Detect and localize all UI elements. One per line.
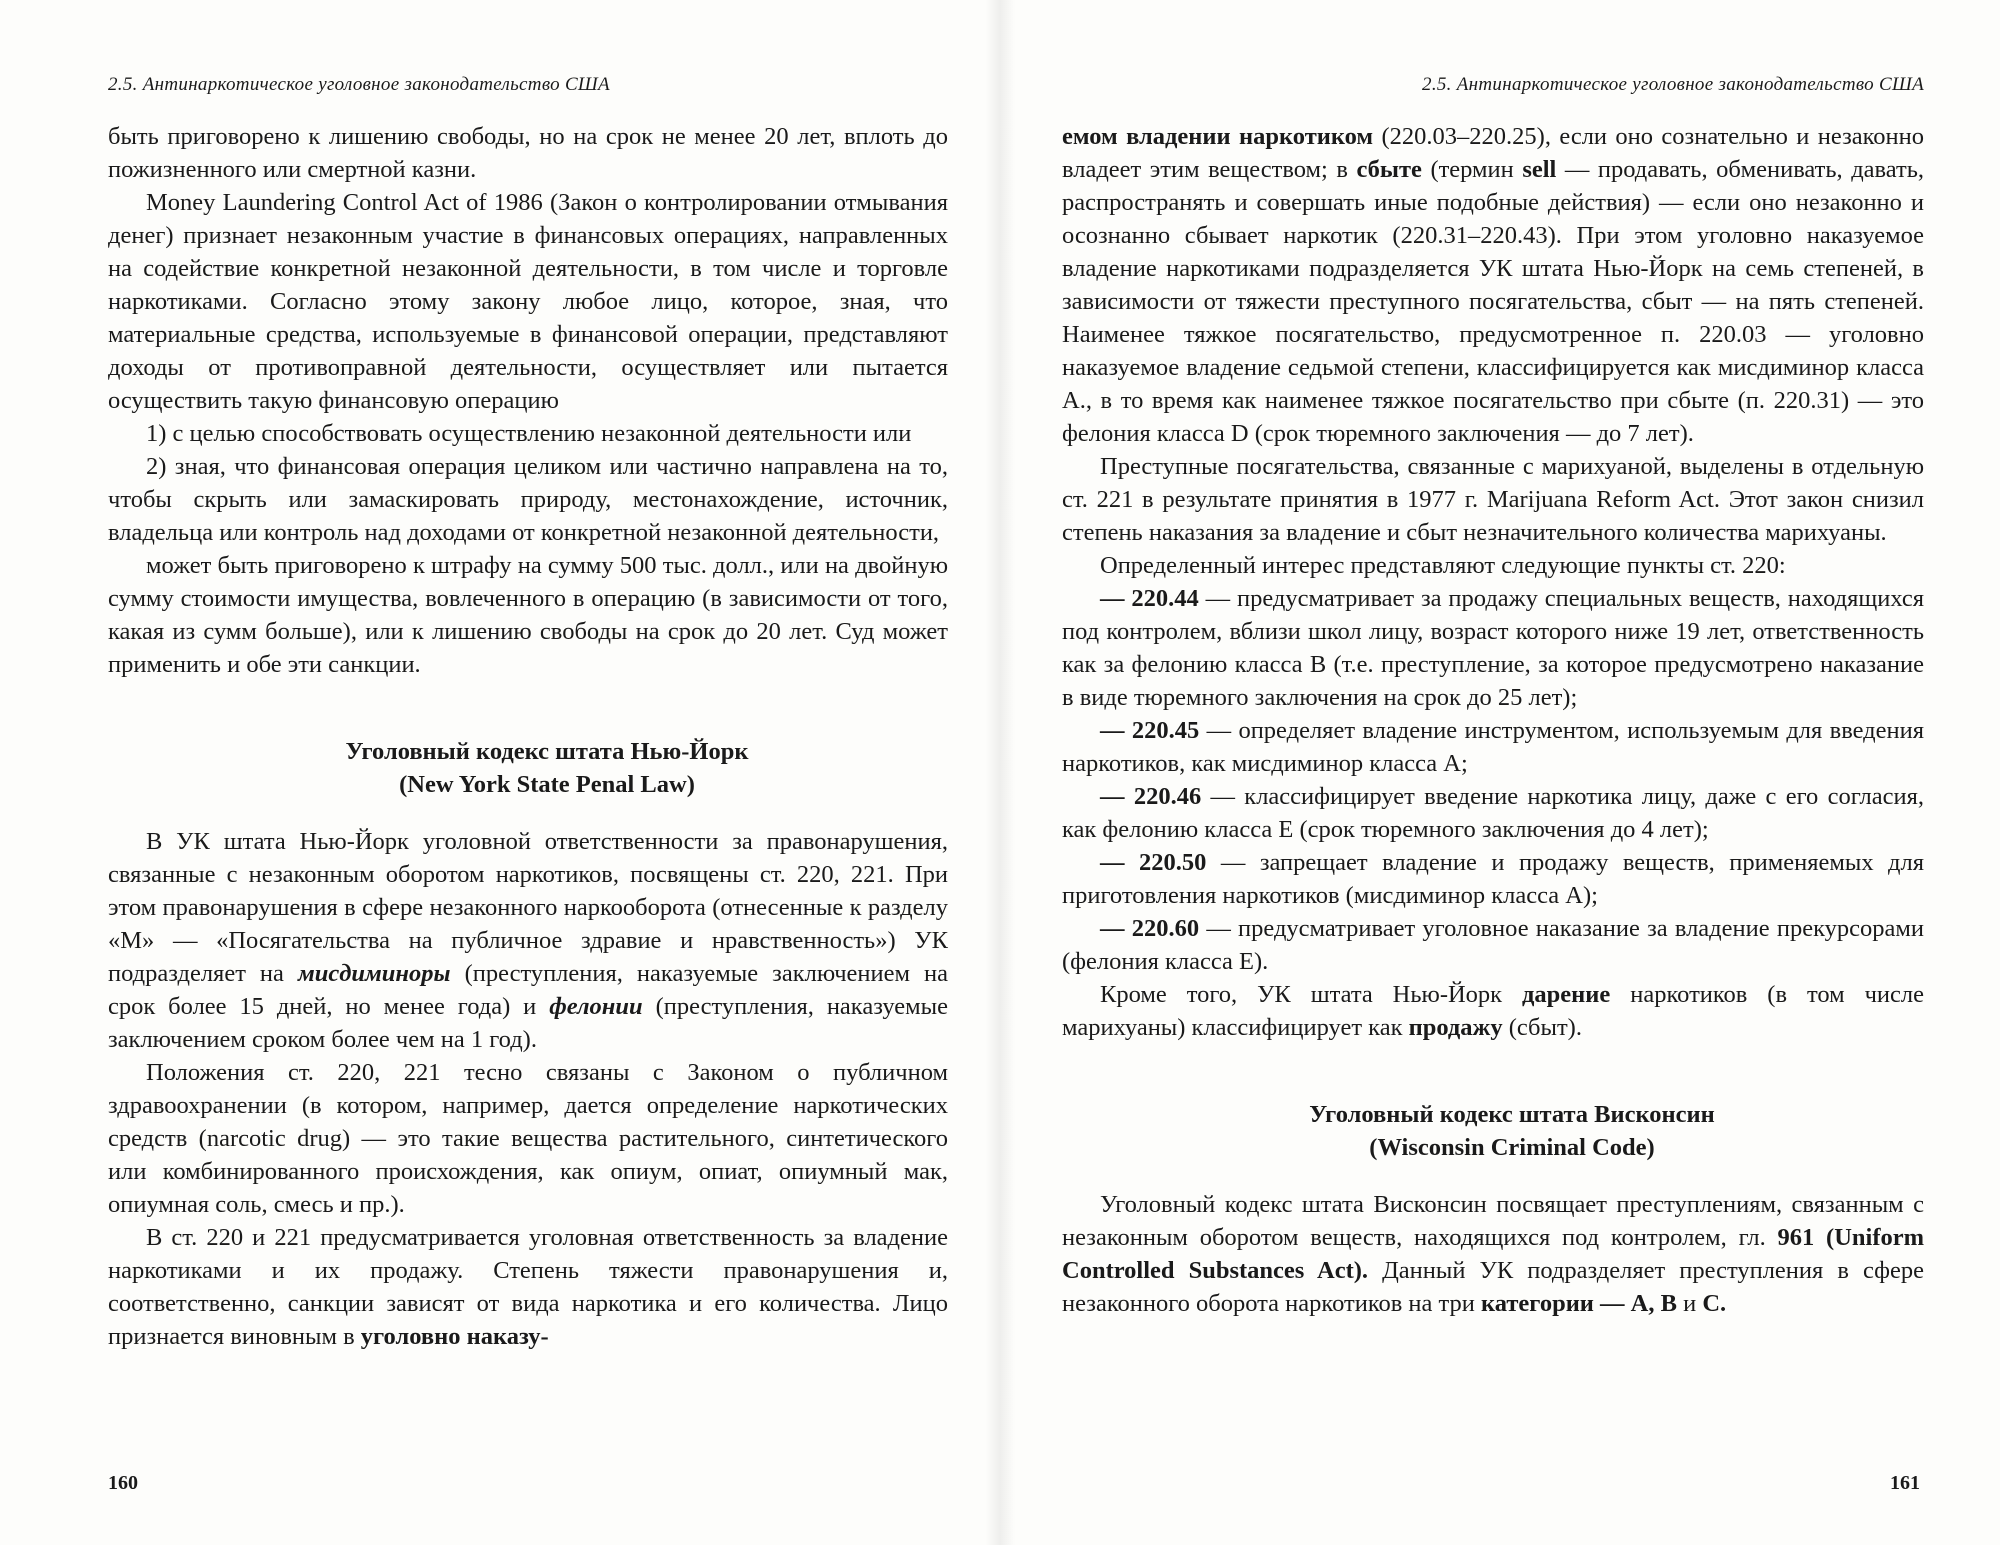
item-text: — предусматривает за продажу специальных веществ, находящихся под контролем, вблизи школ лицу, возраст которого ниже 19 лет, ответственность как за фелонию класса В (т.е. преступление, за которое предусмотрено наказание в виде тюремного заключения на срок до 25 лет); [1062,585,1925,711]
paragraph: Money Laundering Control Act of 1986 (Закон о контролировании отмывания денег) признает незаконным участие в финансовых операциях, направленных на содействие конкретной незаконной деятельности, в том числе и торговле наркотиками. Согласно этому закону любое лицо, которое, зная, что материальные средства, используемые в финансовой операции, представляют доходы от противоправной деятельности, осуществляет или пытается осуществить такую финансовую операцию [108,189,948,414]
item-text: — определяет владение инструментом, используемым для введения наркотиков, как мисдиминор класса А; [1062,717,1925,777]
item-text: — классифицирует введение наркотика лицу, даже с его согласия, как фелонию класса Е (срок тюремного заключения до 4 лет); [1062,783,1925,843]
paragraph: Определенный интерес представляют следующие пункты ст. 220: [1100,552,1786,579]
bold-term: сбыте [1356,156,1422,183]
heading-line: (Wisconsin Criminal Code) [1369,1134,1655,1161]
paragraph [1062,978,1924,1044]
item-code: 220.46 [1133,783,1202,810]
section-heading-wisconsin [1062,1098,1924,1164]
section-heading-new-york [108,735,948,801]
text-run: В УК штата Нью-Йорк уголовной ответственности за правонарушения, связанные с незаконным оборотом наркотиков, посвящены ст. 220, 221. При этом правонарушения в сфере незаконного наркооборота (отнесенные к разделу «М» — «Посягательства на публичное здравие и нравственность») УК подразделяет на [108,828,948,987]
running-head-right: 2.5. Антинаркотическое уголовное законодательство США [1422,74,1924,95]
right-body-text [1062,120,1924,1320]
list-item [1062,912,1924,978]
text-run: В ст. 220 и 221 предусматривается уголовная ответственность за владение наркотиками и их продажу. Степень тяжести правонарушения и, соответственно, санкции зависят от вида наркотика и его количества. Лицо признается виновным в [108,1224,948,1350]
heading-line: Уголовный кодекс штата Нью-Йорк [345,738,749,765]
running-head-left: 2.5. Антинаркотическое уголовное законодательство США [108,74,610,95]
item-dash: — [1100,783,1125,810]
bold-term: продажу [1408,1014,1503,1041]
left-body-text [108,120,948,1353]
page-number-right: 161 [1890,1472,1920,1494]
bold-term: дарение [1522,981,1611,1008]
bold-term: С. [1702,1290,1727,1317]
text-run: — продавать, обменивать, давать, распространять и совершать иные подобные действия) — если оно незаконно и осознанно сбывает наркотик (220.31–220.43). При этом уголовно наказуемое владение наркотиками подразделяется УК штата Нью-Йорк на семь степеней, в зависимости от тяжести преступного посягательства, сбыт — на пять степеней. Наименее тяжкое посягательство, предусмотренное п. 220.03 — уголовно наказуемое владение седьмой степени, классифицируется как мисдиминор класса А., в то время как наименее тяжкое посягательство при сбыте (п. 220.31) — это фелония класса D (срок тюремного заключения — до 7 лет). [1062,156,1925,447]
bold-term: 961 (Uniform Controlled Substances Act). [1062,1224,1925,1284]
text-run: и [1683,1290,1697,1317]
paragraph: Преступные посягательства, связанные с марихуаной, выделены в отдельную ст. 221 в результате принятия в 1977 г. Marijuana Reform Act. Этот закон снизил степень наказания за владение и сбыт незначительного количества марихуаны. [1062,453,1924,546]
list-item [1062,714,1924,780]
paragraph: Положения ст. 220, 221 тесно связаны с Законом о публичном здравоохранении (в котором, например, дается определение наркотических средств (narcotic drug) — это такие вещества растительного, синтетического или комбинированного происхождения, как опиум, опиат, опиумный мак, опиумная соль, смесь и пр.). [108,1059,948,1218]
bold-term: категории — А, В [1481,1290,1677,1317]
text-run: (220.03–220.25), если оно сознательно и незаконно владеет этим веществом; в [1062,123,1925,183]
text-run: Данный УК подразделяет преступления в сфере незаконного оборота наркотиков на три [1062,1257,1925,1317]
paragraph [1062,1188,1924,1320]
text-run: (преступления, наказуемые заключением сроком более чем на 1 год). [108,993,949,1053]
list-item: 1) с целью способствовать осуществлению незаконной деятельности или [146,420,912,447]
item-dash: — [1100,849,1125,876]
item-code: 220.50 [1138,849,1207,876]
paragraph [108,1221,948,1353]
paragraph [1062,120,1924,450]
list-item [1062,846,1924,912]
bold-term: емом владении наркотиком [1062,123,1374,150]
text-run: Кроме того, УК штата Нью-Йорк [1100,981,1503,1008]
list-item: 2) зная, что финансовая операция целиком или частично направлена на то, чтобы скрыть или замаскировать природу, местонахождение, источник, владельца или контроль над доходами от конкретной незаконной деятельности, [108,453,948,546]
item-dash: — [1100,915,1125,942]
text-run: (термин [1430,156,1514,183]
heading-line: (New York State Penal Law) [399,771,695,798]
heading-line: Уголовный кодекс штата Висконсин [1309,1101,1715,1128]
page-number-left: 160 [108,1472,138,1494]
text-run: (сбыт). [1508,1014,1582,1041]
item-dash: — [1100,585,1125,612]
term-felony: фелонии [549,993,643,1020]
list-item [1062,582,1924,714]
term-misdemeanor: мисдиминоры [297,960,451,987]
bold-term: уголовно наказу- [360,1323,549,1350]
text-run: наркотиков (в том числе марихуаны) классифицирует как [1062,981,1925,1041]
paragraph: может быть приговорено к штрафу на сумму 500 тыс. долл., или на двойную сумму стоимости имущества, вовлеченного в операцию (в зависимости от того, какая из сумм больше), или к лишению свободы на срок до 20 лет. Суд может применить и обе эти санкции. [108,552,948,678]
list-item [1062,780,1924,846]
item-code: 220.60 [1131,915,1200,942]
item-code: 220.45 [1131,717,1200,744]
item-dash: — [1100,717,1125,744]
item-text: — запрещает владение и продажу веществ, применяемых для приготовления наркотиков (мисдиминор класса А); [1062,849,1925,909]
text-run: Уголовный кодекс штата Висконсин посвящает преступлениям, связанным с незаконным оборотом веществ, находящихся под контролем, гл. [1062,1191,1924,1251]
bold-term: sell [1522,156,1557,183]
item-text: — предусматривает уголовное наказание за владение прекурсорами (фелония класса Е). [1062,915,1924,975]
item-code: 220.44 [1131,585,1199,612]
right-page [1000,0,2000,1545]
paragraph [108,825,948,1056]
paragraph: быть приговорено к лишению свободы, но на срок не менее 20 лет, вплоть до пожизненного или смертной казни. [108,123,948,183]
text-run: (преступления, наказуемые заключением на срок более 15 дней, но менее года) и [108,960,949,1020]
